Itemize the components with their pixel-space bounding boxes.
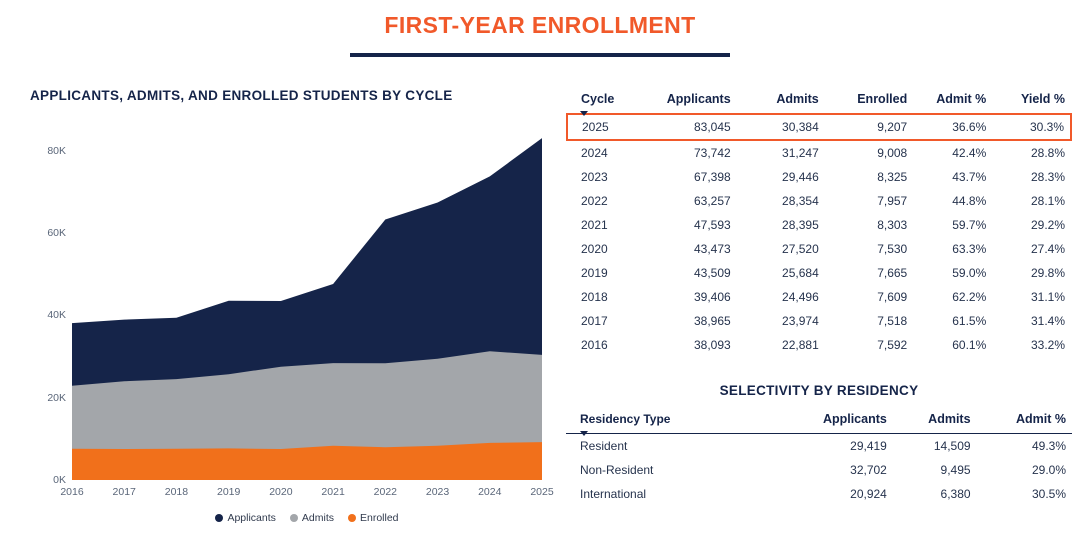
cell-residency-admits: 14,509	[933, 439, 971, 453]
x-tick-label: 2019	[216, 486, 241, 498]
x-tick-label: 2025	[530, 486, 554, 498]
cell-admits: 25,684	[782, 266, 819, 280]
cell-cycle: 2017	[581, 314, 608, 328]
cell-yield-pct: 29.8%	[1030, 266, 1065, 280]
column-header-residency-admits[interactable]: Admits	[893, 412, 977, 434]
cell-admits: 31,247	[782, 146, 819, 160]
enrollment-table-body	[567, 114, 1071, 357]
table-row[interactable]	[567, 213, 1071, 237]
cell-admit-pct: 59.7%	[952, 218, 987, 232]
chart-title: APPLICANTS, ADMITS, AND ENROLLED STUDENTS BY CYCLE	[30, 88, 453, 103]
table-row[interactable]	[567, 285, 1071, 309]
cell-yield-pct: 30.3%	[992, 114, 1071, 140]
cell-yield-pct: 28.3%	[1030, 170, 1065, 184]
sort-descending-icon-residency[interactable]	[580, 431, 588, 436]
cell-applicants: 83,045	[638, 114, 737, 140]
cell-admits: 28,395	[782, 218, 819, 232]
cell-cycle: 2019	[581, 266, 608, 280]
legend-swatch-icon	[348, 514, 356, 522]
sort-descending-icon[interactable]	[580, 111, 588, 116]
residency-section	[566, 383, 1072, 506]
column-header-residency-applicants[interactable]: Applicants	[776, 412, 893, 434]
y-tick-label: 80K	[47, 144, 66, 157]
cell-admits: 24,496	[782, 290, 819, 304]
residency-table	[566, 412, 1072, 506]
x-tick-label: 2024	[478, 486, 502, 498]
cell-enrolled: 7,609	[877, 290, 908, 304]
table-row[interactable]	[567, 140, 1071, 165]
cell-cycle: 2023	[581, 170, 608, 184]
cell-enrolled: 7,957	[877, 194, 908, 208]
column-header-cycle[interactable]: Cycle	[567, 92, 638, 114]
x-tick-label: 2021	[321, 486, 345, 498]
cell-admit-pct: 61.5%	[952, 314, 987, 328]
cell-yield-pct: 28.1%	[1030, 194, 1065, 208]
cell-residency-admit-pct: 29.0%	[1031, 463, 1066, 477]
area-chart-svg	[72, 130, 542, 480]
cell-admits: 23,974	[782, 314, 819, 328]
cell-applicants: 43,473	[693, 242, 731, 256]
cell-admit-pct: 36.6%	[913, 114, 992, 140]
cell-admit-pct: 60.1%	[952, 338, 987, 352]
cell-applicants: 63,257	[693, 194, 731, 208]
cell-residency-applicants: 20,924	[850, 487, 887, 501]
table-row[interactable]	[567, 309, 1071, 333]
cell-enrolled: 9,207	[825, 114, 913, 140]
residency-table-header-row	[566, 412, 1072, 434]
legend-label: Admits	[301, 512, 334, 524]
title-divider	[350, 53, 730, 57]
legend-item-applicants[interactable]	[215, 512, 275, 524]
cell-admit-pct: 59.0%	[952, 266, 987, 280]
x-tick-label: 2016	[60, 486, 84, 498]
cell-residency-admit-pct: 49.3%	[1031, 439, 1066, 453]
table-row[interactable]	[566, 434, 1072, 459]
legend-item-admits[interactable]	[290, 512, 334, 524]
cell-yield-pct: 28.8%	[1030, 146, 1065, 160]
table-row[interactable]	[566, 458, 1072, 482]
cell-enrolled: 7,665	[877, 266, 908, 280]
table-row[interactable]	[567, 165, 1071, 189]
y-tick-label: 40K	[47, 309, 66, 322]
cell-admits: 27,520	[782, 242, 819, 256]
table-row[interactable]	[567, 114, 1071, 140]
cell-residency-type: International	[580, 487, 647, 501]
cell-enrolled: 7,530	[877, 242, 908, 256]
cell-applicants: 73,742	[693, 146, 731, 160]
cell-admits: 29,446	[782, 170, 819, 184]
cell-yield-pct: 31.4%	[1030, 314, 1065, 328]
cell-residency-admit-pct: 30.5%	[1031, 487, 1066, 501]
x-tick-label: 2020	[269, 486, 293, 498]
y-tick-label: 20K	[47, 391, 66, 404]
tables-panel	[566, 92, 1072, 506]
page-title: FIRST-YEAR ENROLLMENT	[384, 12, 696, 38]
cell-cycle: 2016	[581, 338, 608, 352]
enrollment-table	[566, 92, 1072, 357]
cell-cycle: 2024	[581, 146, 608, 160]
cell-admits: 30,384	[737, 114, 825, 140]
table-row[interactable]	[567, 333, 1071, 357]
area-chart-plot	[72, 130, 542, 480]
cell-applicants: 39,406	[693, 290, 731, 304]
cell-yield-pct: 29.2%	[1030, 218, 1065, 232]
cell-cycle: 2025	[567, 114, 638, 140]
table-row[interactable]	[566, 482, 1072, 506]
cell-cycle: 2022	[581, 194, 608, 208]
chart-legend	[72, 512, 542, 524]
cell-residency-applicants: 32,702	[850, 463, 887, 477]
legend-label: Applicants	[227, 512, 276, 524]
cell-applicants: 47,593	[693, 218, 731, 232]
x-tick-label: 2022	[373, 486, 398, 498]
x-tick-label: 2018	[164, 486, 189, 498]
cell-enrolled: 8,303	[877, 218, 908, 232]
column-header-residency-type[interactable]: Residency Type	[566, 412, 776, 434]
column-header-applicants[interactable]: Applicants	[638, 92, 737, 114]
cell-admits: 28,354	[782, 194, 819, 208]
residency-table-body	[566, 434, 1072, 507]
x-tick-label: 2017	[112, 486, 136, 498]
column-header-yield-pct[interactable]: Yield %	[992, 92, 1071, 114]
cell-residency-admits: 9,495	[940, 463, 971, 477]
enrollment-table-wrap	[566, 92, 1072, 357]
y-tick-label: 0K	[53, 474, 66, 486]
cell-cycle: 2018	[581, 290, 608, 304]
x-tick-label: 2023	[425, 486, 450, 498]
cell-admit-pct: 43.7%	[952, 170, 987, 184]
cell-cycle: 2020	[581, 242, 608, 256]
table-row[interactable]	[567, 237, 1071, 261]
cell-residency-type: Non-Resident	[580, 463, 654, 477]
column-header-admit-pct[interactable]: Admit %	[913, 92, 992, 114]
cell-residency-admits: 6,380	[940, 487, 971, 501]
cell-applicants: 67,398	[693, 170, 731, 184]
column-header-admits[interactable]: Admits	[737, 92, 825, 114]
cell-cycle: 2021	[581, 218, 608, 232]
cell-yield-pct: 33.2%	[1030, 338, 1065, 352]
cell-applicants: 38,965	[693, 314, 731, 328]
cell-enrolled: 7,592	[877, 338, 908, 352]
enrollment-table-header-row	[567, 92, 1071, 114]
cell-applicants: 38,093	[693, 338, 731, 352]
legend-label: Enrolled	[360, 512, 399, 524]
cell-residency-type: Resident	[580, 439, 628, 453]
column-header-enrolled[interactable]: Enrolled	[825, 92, 913, 114]
cell-admit-pct: 63.3%	[952, 242, 987, 256]
table-row[interactable]	[567, 261, 1071, 285]
cell-yield-pct: 27.4%	[1030, 242, 1065, 256]
residency-table-wrap	[566, 412, 1072, 506]
residency-section-title: SELECTIVITY BY RESIDENCY	[719, 383, 919, 398]
legend-item-enrolled[interactable]	[348, 512, 399, 524]
cell-enrolled: 7,518	[877, 314, 908, 328]
y-tick-label: 60K	[47, 226, 66, 239]
cell-applicants: 43,509	[693, 266, 731, 280]
legend-swatch-icon	[215, 514, 223, 522]
chart-panel	[0, 88, 560, 548]
cell-yield-pct: 31.1%	[1030, 290, 1065, 304]
cell-enrolled: 9,008	[877, 146, 908, 160]
cell-admit-pct: 62.2%	[952, 290, 987, 304]
cell-enrolled: 8,325	[877, 170, 908, 184]
cell-admits: 22,881	[782, 338, 819, 352]
chart-area	[20, 120, 554, 524]
cell-residency-applicants: 29,419	[850, 439, 887, 453]
legend-swatch-icon	[290, 514, 298, 522]
table-row[interactable]	[567, 189, 1071, 213]
cell-admit-pct: 44.8%	[952, 194, 987, 208]
cell-admit-pct: 42.4%	[952, 146, 987, 160]
column-header-residency-admit-pct[interactable]: Admit %	[977, 412, 1072, 434]
